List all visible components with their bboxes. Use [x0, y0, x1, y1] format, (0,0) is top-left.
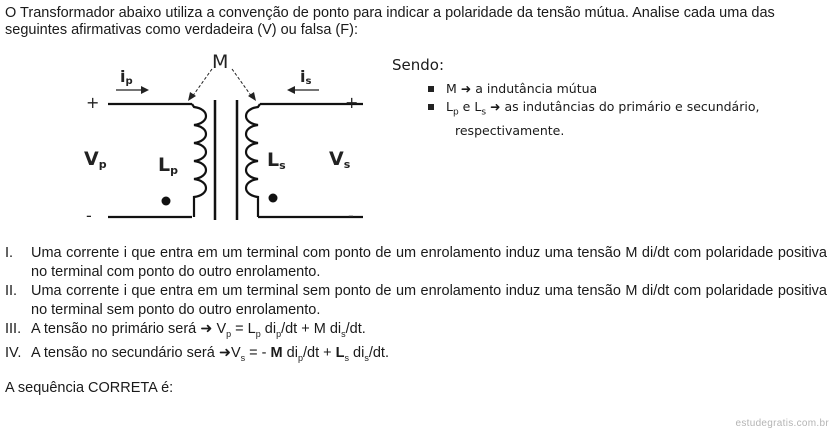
- right-arrow-icon: ➜: [460, 81, 472, 96]
- legend-l-text: as indutâncias do primário e secundário,: [504, 99, 760, 114]
- legend-m-symbol: M: [446, 81, 457, 96]
- statement-iii-c-sub: p: [255, 328, 261, 339]
- statement-number: I.: [5, 245, 14, 261]
- mutual-arrow-right: [232, 69, 252, 97]
- vs-label-sub: s: [343, 158, 351, 171]
- statement-iii-c: = L: [231, 321, 256, 337]
- is-label: i: [300, 67, 306, 86]
- mutual-arrow-left: [192, 69, 212, 97]
- statement-iii: [5, 320, 827, 344]
- statement-text: [31, 344, 827, 368]
- svg-text:Lp: [158, 154, 178, 177]
- svg-text:Ls: [267, 149, 286, 172]
- statement-iv-l: L: [335, 344, 345, 361]
- statement-text: [31, 320, 827, 344]
- legend-item-mutual: [428, 80, 788, 98]
- is-arrowhead: [287, 86, 295, 94]
- legend-lp-sub: p: [452, 107, 459, 118]
- square-bullet-icon: [428, 86, 434, 92]
- secondary-dot: [269, 194, 278, 203]
- statement-iv-l-sub: s: [344, 352, 349, 363]
- statement-iii-e-sub: s: [341, 328, 346, 339]
- primary-coil: [192, 104, 206, 217]
- plus-right: +: [345, 93, 359, 112]
- ip-label: i: [120, 67, 126, 86]
- vp-label-sub: p: [98, 158, 107, 171]
- ls-label-sub: s: [279, 159, 286, 172]
- legend-ls-sub: s: [481, 107, 487, 118]
- legend-l-cont: respectivamente.: [455, 122, 565, 138]
- legend-item-inductances: [428, 98, 788, 122]
- right-arrow-icon: ➜: [490, 99, 501, 114]
- primary-dot: [162, 197, 171, 206]
- legend-m-text: a indutância mútua: [475, 81, 598, 96]
- mutual-arrowhead-left: [188, 92, 196, 101]
- right-arrow-icon: ➜: [218, 344, 231, 361]
- legend-and: e: [462, 99, 471, 114]
- ip-arrowhead: [141, 86, 149, 94]
- mutual-arrowhead-right: [248, 92, 256, 101]
- plus-left: +: [86, 93, 100, 112]
- statement-number: II.: [5, 283, 18, 299]
- right-arrow-icon: ➜: [200, 321, 213, 337]
- statement-iv-g: /dt.: [368, 344, 389, 361]
- ls-label: L: [267, 149, 280, 171]
- statement-ii: [5, 282, 827, 320]
- statement-iii-a: A tensão no primário será: [31, 321, 197, 337]
- svg-text:Vp: [84, 148, 107, 171]
- statement-iv-d-sub: p: [297, 352, 303, 363]
- legend-ls-symbol: L: [474, 99, 482, 114]
- statements-list: [5, 244, 827, 368]
- minus-right: -: [348, 206, 354, 225]
- statement-iii-e: /dt + M di: [281, 321, 342, 337]
- vs-label: V: [329, 148, 344, 170]
- statement-iv-c: = -: [245, 344, 271, 361]
- lp-label-sub: p: [170, 164, 178, 177]
- statement-iii-d-sub: p: [276, 328, 282, 339]
- statement-i: [5, 244, 827, 282]
- statement-iv-f: di: [349, 344, 365, 361]
- mutual-label: M: [212, 51, 229, 73]
- answer-prompt: A sequência CORRETA é:: [5, 380, 174, 396]
- transformer-diagram: [70, 45, 370, 230]
- statement-text: Uma corrente i que entra em um terminal com ponto de um enrolamento induz uma tensão M di/dt com polaridade positiva no terminal com ponto do outro enrolamento.: [31, 245, 827, 280]
- statement-iv-f-sub: s: [364, 352, 369, 363]
- legend-list: [428, 80, 788, 140]
- statement-iii-f: /dt.: [345, 321, 366, 337]
- square-bullet-icon: [428, 104, 434, 110]
- statement-number: III.: [5, 321, 22, 337]
- statement-iv-m: M: [270, 344, 283, 361]
- lp-label: L: [158, 154, 171, 176]
- statement-text: Uma corrente i que entra em um terminal sem ponto de um enrolamento induz uma tensão M di/dt com polaridade positiva no terminal sem ponto do outro enrolamento.: [31, 283, 827, 318]
- minus-left: -: [86, 206, 92, 225]
- question-intro: O Transformador abaixo utiliza a convenção de ponto para indicar a polaridade da tensão mútua. Analise cada uma das seguintes afirmativas como verdadeira (V) ou falsa (F):: [5, 5, 775, 38]
- statement-iv-a: A tensão no secundário será: [31, 344, 215, 361]
- legend-lp-symbol: L: [446, 99, 453, 114]
- statement-iii-b-sub: p: [226, 328, 232, 339]
- statement-iii-d: di: [260, 321, 277, 337]
- statement-iv-e: /dt +: [302, 344, 336, 361]
- svg-text:is: [300, 67, 311, 87]
- statement-iv-b: V: [230, 344, 241, 361]
- statement-iv-b-sub: s: [240, 352, 246, 363]
- is-label-sub: s: [305, 76, 312, 87]
- svg-text:ip: [120, 67, 133, 87]
- secondary-coil: [246, 104, 260, 217]
- statement-iii-b: V: [216, 321, 227, 337]
- legend-heading: Sendo:: [392, 56, 445, 74]
- vp-label: V: [84, 148, 99, 170]
- svg-text:Vs: [329, 148, 351, 171]
- site-watermark: estudegratis.com.br: [735, 418, 829, 429]
- statement-number: IV.: [5, 344, 22, 361]
- ip-label-sub: p: [125, 76, 133, 87]
- statement-iv: [5, 344, 827, 368]
- statement-iv-d: di: [282, 344, 298, 361]
